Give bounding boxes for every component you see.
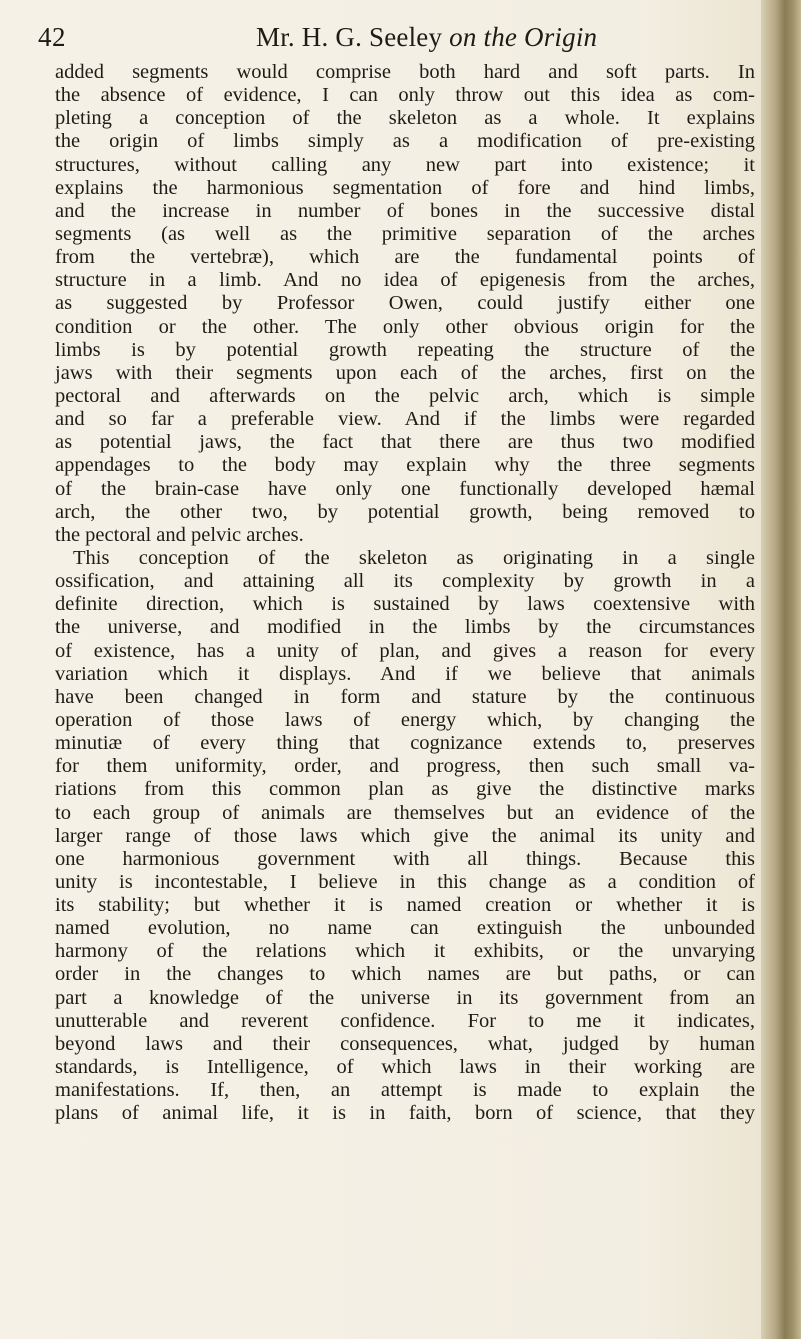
- text-line: standards, is Intelligence, of which laws in their working are: [55, 1056, 755, 1079]
- text-line: definite direction, which is sustained by laws coextensive with: [55, 593, 755, 616]
- text-line: limbs is by potential growth repeating the structure of the: [55, 338, 755, 361]
- text-line: structure in a limb. And no idea of epigenesis from the arches,: [55, 269, 755, 292]
- text-line: jaws with their segments upon each of the arches, first on the: [55, 361, 755, 384]
- text-line: manifestations. If, then, an attempt is made to explain the: [55, 1079, 755, 1102]
- text-line: structures, without calling any new part into existence; it: [55, 153, 755, 176]
- text-line: explains the harmonious segmentation of fore and hind limbs,: [55, 176, 755, 199]
- text-line: beyond laws and their consequences, what, judged by human: [55, 1032, 755, 1055]
- text-line: the pectoral and pelvic arches.: [55, 523, 304, 546]
- running-head-title: on the Origin: [449, 22, 598, 52]
- text-line: larger range of those laws which give the animal its unity and: [55, 824, 755, 847]
- text-line: of existence, has a unity of plan, and gives a reason for every: [55, 639, 755, 662]
- text-line: and so far a preferable view. And if the limbs were regarded: [55, 408, 755, 431]
- text-line: operation of those laws of energy which, by changing the: [55, 708, 755, 731]
- text-line: of the brain-case have only one functionally developed hæmal: [55, 477, 755, 500]
- text-line: This conception of the skeleton as originating in a single: [73, 546, 755, 569]
- text-line: the origin of limbs simply as a modification of pre-existing: [55, 130, 755, 153]
- text-line: and the increase in number of bones in the successive distal: [55, 199, 755, 222]
- text-line: as potential jaws, the fact that there are thus two modified: [55, 431, 755, 454]
- text-line: variation which it displays. And if we believe that animals: [55, 662, 755, 685]
- text-line: one harmonious government with all things. Because this: [55, 847, 755, 870]
- text-line: appendages to the body may explain why the three segments: [55, 454, 755, 477]
- text-line: the universe, and modified in the limbs by the circumstances: [55, 616, 755, 639]
- text-line: condition or the other. The only other obvious origin for the: [55, 315, 755, 338]
- text-line: pectoral and afterwards on the pelvic arch, which is simple: [55, 384, 755, 407]
- running-head-author: Mr. H. G. Seeley: [256, 22, 450, 52]
- text-line: added segments would comprise both hard and soft parts. In: [55, 61, 755, 83]
- book-spine-shadow: [761, 0, 801, 1339]
- body-text: [55, 61, 755, 1125]
- running-head: [256, 22, 597, 53]
- text-line: have been changed in form and stature by the continuous: [55, 685, 755, 708]
- text-line: from the vertebræ), which are the fundamental points of: [55, 246, 755, 269]
- page-number: 42: [38, 22, 66, 52]
- text-line: for them uniformity, order, and progress, then such small va-: [55, 755, 755, 778]
- text-line: arch, the other two, by potential growth, being removed to: [55, 500, 755, 523]
- text-line: ossification, and attaining all its complexity by growth in a: [55, 570, 755, 593]
- text-line: minutiæ of every thing that cognizance extends to, preserves: [55, 732, 755, 755]
- text-line: segments (as well as the primitive separation of the arches: [55, 222, 755, 245]
- text-line: unity is incontestable, I believe in this change as a condition of: [55, 870, 755, 893]
- text-line: plans of animal life, it is in faith, born of science, that they: [55, 1102, 755, 1125]
- text-line: named evolution, no name can extinguish the unbounded: [55, 917, 755, 940]
- text-line: to each group of animals are themselves but an evidence of the: [55, 801, 755, 824]
- text-line: unutterable and reverent confidence. For to me it indicates,: [55, 1009, 755, 1032]
- page-header: [38, 22, 758, 62]
- text-line: pleting a conception of the skeleton as a whole. It explains: [55, 107, 755, 130]
- text-line: riations from this common plan as give the distinctive marks: [55, 778, 755, 801]
- text-line: harmony of the relations which it exhibits, or the unvarying: [55, 940, 755, 963]
- text-line: the absence of evidence, I can only throw out this idea as com-: [55, 84, 755, 107]
- text-line: part a knowledge of the universe in its government from an: [55, 986, 755, 1009]
- text-line: its stability; but whether it is named creation or whether it is: [55, 894, 755, 917]
- text-line: as suggested by Professor Owen, could justify either one: [55, 292, 755, 315]
- text-line: order in the changes to which names are but paths, or can: [55, 963, 755, 986]
